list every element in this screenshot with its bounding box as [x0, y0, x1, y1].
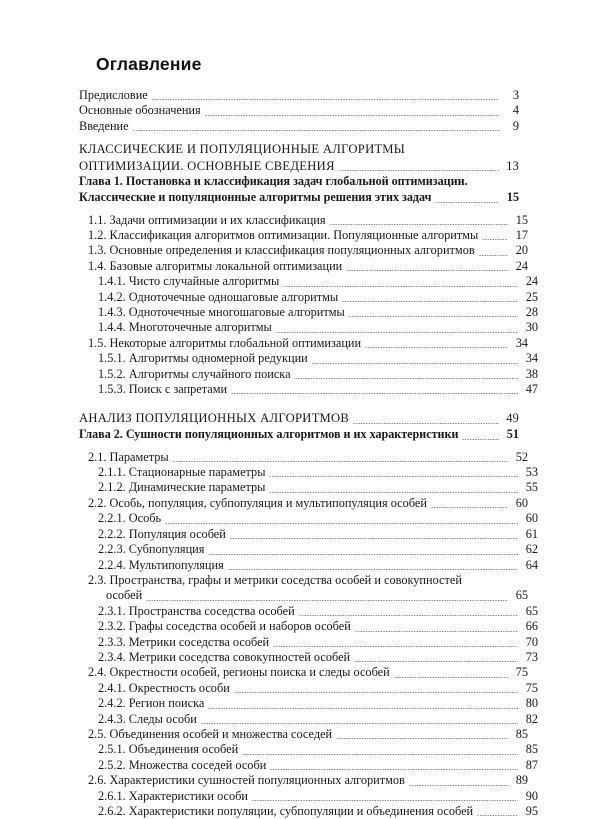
toc-entry[interactable]	[79, 511, 538, 526]
toc-entry[interactable]	[79, 274, 538, 289]
toc-entry-page: 24	[525, 274, 538, 289]
toc-entry-page: 60	[525, 511, 538, 526]
toc-entry[interactable]	[79, 243, 528, 258]
toc-entry-page: 38	[525, 366, 538, 381]
toc-entry[interactable]	[79, 367, 538, 382]
toc-entry[interactable]	[79, 727, 528, 742]
chapter-2-sections-a	[79, 449, 538, 573]
dot-leader	[242, 754, 518, 755]
toc-entry-label: 1.5. Некоторые алгоритмы глобальной оптимизации	[88, 335, 362, 350]
toc-entry-page: 52	[515, 449, 528, 464]
toc-entry-page: 70	[525, 634, 538, 649]
toc-entry-label: 1.4.4. Многоточечные алгоритмы	[98, 320, 272, 335]
toc-entry[interactable]	[79, 758, 538, 773]
dot-leader	[146, 600, 508, 601]
toc-entry-page: 85	[515, 726, 528, 741]
toc-entry-label: 2.3.3. Метрики соседства особей	[98, 634, 270, 649]
toc-entry-page: 28	[525, 305, 538, 320]
toc-entry-page: 61	[525, 526, 538, 541]
toc-entry-label: 2.2.3. Субпопуляция	[98, 542, 205, 557]
toc-entry-label: 2.6.1. Характеристики особи	[98, 788, 249, 803]
dot-leader	[270, 769, 518, 770]
toc-entry[interactable]	[79, 619, 538, 634]
toc-part-line-2: ОПТИМИЗАЦИИ. ОСНОВНЫЕ СВЕДЕНИЯ	[79, 158, 335, 173]
toc-entry-label: 2.1.2. Динамические параметры	[98, 480, 266, 495]
toc-entry-page: 87	[525, 757, 538, 772]
dot-leader	[269, 492, 518, 493]
toc-entry-page: 30	[525, 320, 538, 335]
toc-part-heading[interactable]	[79, 410, 519, 427]
toc-chapter-page: 51	[506, 427, 519, 442]
toc-entry-label: Введение	[79, 118, 129, 133]
toc-entry-page: 75	[525, 680, 538, 695]
spacer	[79, 134, 519, 141]
dot-leader	[477, 815, 518, 816]
toc-entry-page: 85	[525, 742, 538, 757]
toc-entry[interactable]	[79, 88, 519, 103]
toc-entry[interactable]	[79, 103, 519, 118]
toc-entry[interactable]	[79, 604, 538, 619]
toc-entry[interactable]	[79, 351, 538, 366]
dot-leader	[201, 723, 518, 724]
toc-entry-label: 1.4.2. Одноточечные одношаговые алгоритмы	[98, 289, 339, 304]
dot-leader	[394, 677, 508, 678]
toc-entry[interactable]	[79, 119, 519, 134]
toc-entry-page: 73	[525, 649, 538, 664]
toc-entry[interactable]	[79, 650, 538, 665]
page-title: Оглавление	[96, 54, 202, 74]
toc-entry-label: 2.2.1. Особь	[98, 511, 162, 526]
toc-entry-label: 2.4.3. Следы особи	[98, 711, 197, 726]
spacer	[79, 443, 519, 450]
toc-entry-page: 15	[515, 212, 528, 227]
toc-entry-page: 34	[525, 351, 538, 366]
toc-entry-label: Предисловие	[79, 88, 148, 102]
toc-chapter-page: 15	[506, 190, 519, 204]
dot-leader	[173, 461, 508, 462]
toc-entry[interactable]	[79, 213, 528, 228]
toc-entry-page: 25	[525, 289, 538, 304]
dot-leader	[165, 523, 518, 524]
toc-entry-label: 2.1.1. Стационарные параметры	[98, 465, 266, 480]
toc-entry-label: 2.1. Параметры	[88, 449, 169, 464]
toc-entry[interactable]	[79, 804, 538, 819]
toc-entry-page: 80	[525, 696, 538, 711]
dot-leader	[252, 800, 518, 801]
toc-chapter-heading[interactable]	[79, 427, 519, 443]
toc-entry[interactable]	[79, 450, 528, 465]
toc-entry[interactable]	[79, 228, 528, 243]
toc-entry-page: 95	[525, 804, 538, 818]
chapter-1-sections	[79, 212, 538, 398]
toc-entry-label: 2.3.4. Метрики соседства совокупностей особей	[98, 649, 351, 664]
toc-part-page: 13	[506, 158, 519, 173]
toc-entry[interactable]	[79, 480, 538, 495]
toc-entry-label: 2.3.1. Пространства соседства особей	[98, 603, 295, 618]
toc-entry-page: 89	[515, 773, 528, 788]
toc-chapter-line-2: Классические и популяционные алгоритмы решения этих задач	[79, 190, 432, 204]
toc-entry[interactable]	[79, 259, 528, 274]
dot-leader	[342, 301, 518, 302]
dot-leader	[479, 255, 508, 256]
toc-entry-page: 17	[515, 228, 528, 242]
toc-entry-line-2: особей	[106, 588, 143, 603]
toc-entry-page: 64	[525, 557, 538, 572]
dot-leader	[208, 708, 518, 709]
chapter-2-sections-b	[79, 603, 538, 819]
toc-entry[interactable]	[79, 696, 538, 711]
toc-entry-page: 60	[515, 495, 528, 510]
dot-leader	[152, 99, 499, 100]
dot-leader	[346, 270, 508, 271]
toc-entry-label: Основные обозначения	[79, 103, 201, 118]
dot-leader	[462, 439, 499, 440]
toc-entry-label: 1.5.1. Алгоритмы одномерной редукции	[98, 351, 308, 366]
dot-leader	[208, 554, 518, 555]
toc-entry[interactable]	[79, 665, 528, 680]
toc-entry[interactable]	[79, 773, 528, 788]
toc-entry-label: 2.4.1. Окрестность особи	[98, 680, 230, 695]
toc-entry-label: 1.5.3. Поиск с запретами	[98, 382, 228, 397]
dot-leader	[273, 646, 518, 647]
dot-leader	[435, 202, 499, 203]
toc-entry-page: 24	[515, 258, 528, 273]
dot-leader	[234, 692, 518, 693]
toc-entry-page: 65	[525, 603, 538, 618]
toc-entry-page: 75	[515, 665, 528, 680]
toc-entry-page: 47	[525, 382, 538, 397]
toc-entry-page: 65	[515, 588, 528, 603]
front-matter-group	[79, 88, 519, 134]
spacer	[79, 397, 519, 410]
toc-entry[interactable]	[79, 712, 538, 727]
spacer	[79, 206, 519, 213]
toc-entry-wrapped[interactable]	[79, 572, 528, 604]
toc-entry-label: 2.2.4. Мультипопуляция	[98, 557, 224, 572]
toc-entry-page: 20	[515, 243, 528, 258]
dot-leader	[231, 393, 518, 394]
toc-entry-line-1: 2.3. Пространства, графы и метрики соседства особей и совокупностей	[88, 572, 462, 587]
toc-entry[interactable]	[79, 742, 538, 757]
toc-entry[interactable]	[79, 558, 538, 573]
dot-leader	[269, 476, 518, 477]
toc-part-heading[interactable]	[79, 141, 519, 174]
toc-entry-label: 2.3.2. Графы соседства особей и наборов особей	[98, 619, 351, 634]
toc-entry-page: 55	[525, 480, 538, 495]
toc-entry-label: 1.4. Базовые алгоритмы локальной оптимизации	[88, 258, 343, 273]
dot-leader	[431, 507, 508, 508]
dot-leader	[330, 224, 508, 225]
toc-entry-page: 62	[525, 542, 538, 557]
dot-leader	[336, 738, 508, 739]
toc-part-line-1: АНАЛИЗ ПОПУЛЯЦИОННЫХ АЛГОРИТМОВ	[79, 411, 350, 426]
toc-entry[interactable]	[79, 382, 538, 397]
toc-part-line-1: КЛАССИЧЕСКИЕ И ПОПУЛЯЦИОННЫЕ АЛГОРИТМЫ	[79, 142, 406, 157]
toc-entry[interactable]	[79, 496, 528, 511]
toc-entry[interactable]	[79, 290, 538, 305]
dot-leader	[228, 569, 518, 570]
toc-entry-page: 66	[525, 619, 538, 634]
toc-entry-page: 9	[512, 118, 519, 133]
dot-leader	[365, 347, 508, 348]
toc-entry-label: 1.5.2. Алгоритмы случайного поиска	[98, 366, 291, 381]
toc-chapter-heading[interactable]	[79, 174, 519, 205]
dot-leader	[353, 423, 499, 424]
toc-entry-page: 90	[525, 788, 538, 803]
toc-entry[interactable]	[79, 305, 538, 320]
dot-leader	[230, 538, 518, 539]
toc-entry-label: 1.1. Задачи оптимизации и их классификация	[88, 212, 326, 227]
table-of-contents	[79, 88, 538, 819]
toc-entry-label: 1.3. Основные определения и классификация популяционных алгоритмов	[88, 243, 475, 258]
dot-leader	[349, 316, 518, 317]
dot-leader	[354, 661, 518, 662]
toc-entry-label: 2.6.2. Характеристики популяции, субпопуляции и объединения особей	[98, 804, 474, 818]
toc-entry-label: 2.5.2. Множества соседей особи	[98, 757, 267, 772]
toc-entry-label: 1.2. Классификация алгоритмов оптимизации. Популяционные алгоритмы	[88, 228, 479, 242]
toc-entry-label: 2.2. Особь, популяция, субпопуляция и мультипопуляция особей	[88, 495, 427, 510]
toc-entry[interactable]	[79, 465, 538, 480]
toc-entry-page: 53	[525, 465, 538, 480]
toc-entry[interactable]	[79, 527, 538, 542]
toc-entry-label: 2.4. Окрестности особей, регионы поиска и следы особей	[88, 665, 390, 680]
toc-entry-label: 2.6. Характеристики сушностей популяционных алгоритмов	[88, 773, 405, 788]
toc-chapter-line-1: Глава 2. Сушности популяционных алгоритмов и их характеристики	[79, 427, 459, 442]
toc-part-page: 49	[506, 411, 519, 426]
toc-entry[interactable]	[79, 635, 538, 650]
dot-leader	[295, 378, 518, 379]
toc-entry-label: 2.5. Объединения особей и множества соседей	[88, 726, 333, 741]
dot-leader	[355, 631, 518, 632]
dot-leader	[299, 615, 518, 616]
toc-entry-label: 2.5.1. Объединения особей	[98, 742, 239, 757]
toc-entry[interactable]	[79, 681, 538, 696]
dot-leader	[283, 286, 518, 287]
dot-leader	[339, 170, 499, 171]
dot-leader	[133, 130, 499, 131]
toc-entry-label: 1.4.3. Одноточечные многошаговые алгоритмы	[98, 305, 345, 320]
toc-entry[interactable]	[79, 336, 528, 351]
dot-leader	[205, 115, 499, 116]
toc-entry-label: 2.4.2. Регион поиска	[98, 696, 205, 711]
dot-leader	[482, 239, 508, 240]
toc-entry-page: 3	[512, 88, 519, 102]
dot-leader	[312, 363, 518, 364]
toc-entry-label: 1.4.1. Чисто случайные алгоритмы	[98, 274, 280, 289]
toc-entry[interactable]	[79, 320, 538, 335]
toc-entry[interactable]	[79, 789, 538, 804]
dot-leader	[409, 785, 508, 786]
toc-entry[interactable]	[79, 542, 538, 557]
toc-entry-page: 82	[525, 711, 538, 726]
dot-leader	[276, 332, 518, 333]
toc-entry-page: 4	[512, 103, 519, 118]
toc-entry-label: 2.2.2. Популяция особей	[98, 526, 226, 541]
toc-chapter-line-1: Глава 1. Постановка и классификация задач глобальной оптимизации.	[79, 174, 468, 189]
toc-entry-page: 34	[515, 335, 528, 350]
